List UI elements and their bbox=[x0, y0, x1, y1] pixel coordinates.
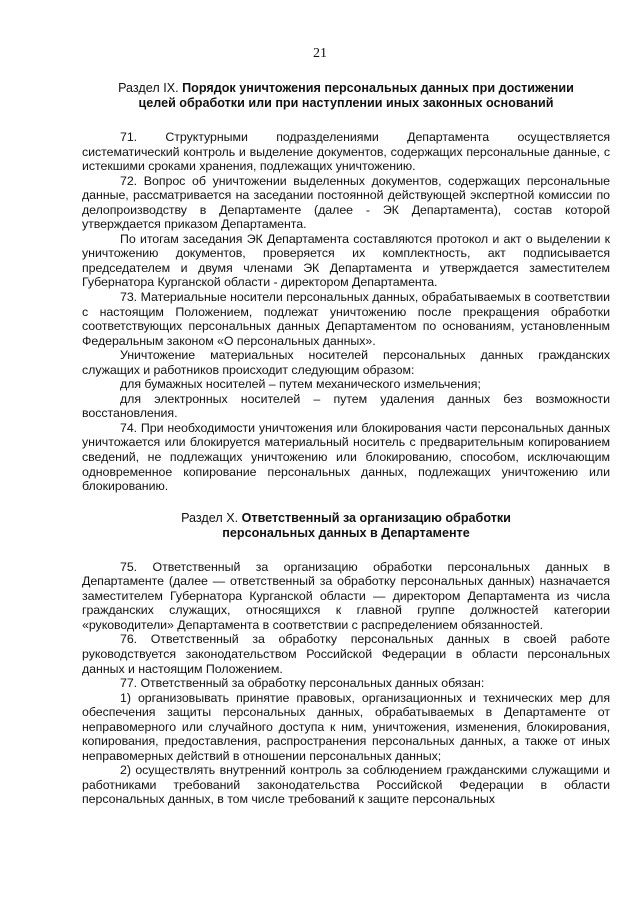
paragraph-73-electronic: для электронных носителей – путем удаления данных без возможности восстановления. bbox=[82, 391, 610, 421]
paragraph-73-paper: для бумажных носителей – путем механического измельчения; bbox=[120, 377, 481, 392]
paragraph-73-destruction: Уничтожение материальных носителей персональных данных гражданских служащих и работников происходит следующим образом: bbox=[82, 348, 610, 377]
section-10-title-line1: Ответственный за организацию обработки bbox=[241, 510, 511, 525]
paragraph-75: 75. Ответственный за организацию обработки персональных данных в Департаменте (далее — ответственный за обработку персональных данных) назначается заместителем Губернатора Курганской области — директором Департамента из числа гражданских служащих, относящихся к главной группе должностей категории «руководители» Департамента в соответствии с распределением обязанностей. bbox=[82, 559, 610, 632]
section-10-prefix: Раздел X. bbox=[181, 510, 242, 525]
paragraph-76: 76. Ответственный за обработку персональных данных в своей работе руководствуется законодательством Российской Федерации в области персональных данных и настоящим Положением. bbox=[82, 632, 610, 676]
section-9-body bbox=[82, 130, 610, 494]
paragraph-72: 72. Вопрос об уничтожении выделенных документов, содержащих персональные данные, рассматривается на заседании постоянной действующей экспертной комиссии по делопроизводству в Департаменте (далее - ЭК Департамента), состав которой утверждается приказом Департамента. bbox=[82, 173, 610, 232]
section-9-title-line2: целей обработки или при наступлении иных законных оснований bbox=[138, 96, 554, 110]
section-10-title-line2: персональных данных в Департаменте bbox=[222, 525, 470, 540]
paragraph-73: 73. Материальные носители персональных данных, обрабатываемых в соответствии с настоящим Положением, подлежат уничтожению после прекращения обработки соответствующих персональных данных Департаментом по основаниям, установленным Федеральным законом «О персональных данных». bbox=[82, 290, 610, 348]
section-9-title-line1: Порядок уничтожения персональных данных при достижении bbox=[182, 81, 574, 95]
paragraph-72-protocol: По итогам заседания ЭК Департамента составляются протокол и акт о выделении к уничтожению документов, проверяется их комплектность, акт подписывается председателем и двумя членами ЭК Департамента и утверждается заместителем Губернатора Курганской области - директором Департамента. bbox=[82, 231, 610, 290]
page-number: 21 bbox=[313, 46, 327, 61]
paragraph-77-item-1: 1) организовывать принятие правовых, организационных и технических мер для обеспечения защиты персональных данных, обрабатываемых в Департаменте от неправомерного или случайного доступа к ним, уничтожения, изменения, блокирования, копирования, предоставления, распространения персональных данных, а также от иных неправомерных действий в отношении персональных данных; bbox=[82, 690, 610, 763]
section-9-prefix: Раздел IX. bbox=[118, 81, 183, 95]
section-9-heading bbox=[82, 81, 610, 111]
paragraph-74: 74. При необходимости уничтожения или блокирования части персональных данных уничтожается или блокируется материальный носитель с предварительным копированием сведений, не подлежащих уничтожению или блокированию, способом, исключающим одновременное копирование персональных данных, подлежащих уничтожению или блокированию. bbox=[82, 420, 610, 494]
section-10-body bbox=[82, 560, 610, 807]
section-10-heading bbox=[82, 511, 610, 541]
paragraph-77-item-2: 2) осуществлять внутренний контроль за соблюдением гражданскими служащими и работниками требований законодательства Российской Федерации в области персональных данных, в том числе требований к защите персональных bbox=[82, 763, 610, 807]
paragraph-71: 71. Структурными подразделениями Департамента осуществляется систематический контроль и выделение документов, содержащих персональные данные, с истекшими сроками хранения, подлежащих уничтожению. bbox=[82, 130, 610, 174]
paragraph-77: 77. Ответственный за обработку персональных данных обязан: bbox=[120, 676, 485, 691]
